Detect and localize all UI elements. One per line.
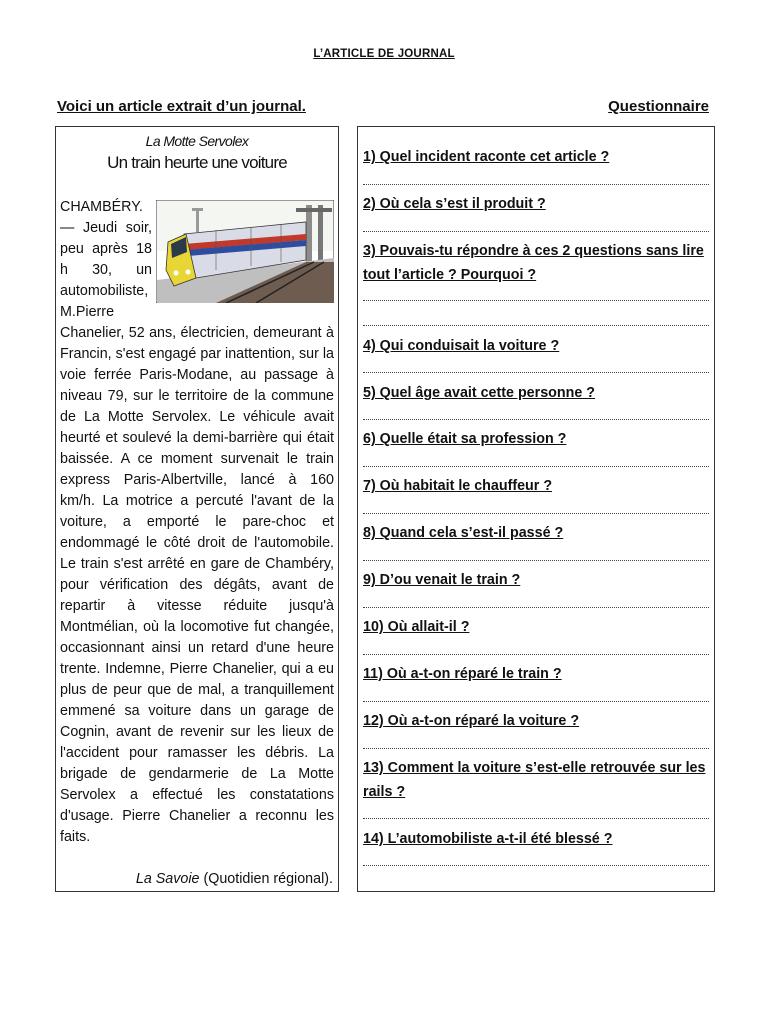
answer-line-13[interactable] [363,817,709,819]
question-14: 14) L’automobiliste a-t-il été blessé ? [363,831,613,847]
questionnaire-heading: Questionnaire [608,98,709,115]
answer-line-8[interactable] [363,559,709,561]
question-12: 12) Où a-t-on réparé la voiture ? [363,713,580,729]
answer-line-7[interactable] [363,512,709,514]
question-6: 6) Quelle était sa profession ? [363,431,567,447]
questionnaire-box [357,126,715,892]
answer-line-3a[interactable] [363,299,709,301]
question-11: 11) Où a-t-on réparé le train ? [363,666,562,682]
answer-line-10[interactable] [363,653,709,655]
answer-line-9[interactable] [363,606,709,608]
answer-line-2[interactable] [363,230,709,232]
answer-line-6[interactable] [363,465,709,467]
train-illustration [156,200,334,303]
question-3: 3) Pouvais-tu répondre à ces 2 questions sans lire tout l’article ? Pourquoi ? [363,243,704,283]
question-5: 5) Quel âge avait cette personne ? [363,385,596,401]
article-body-text: CHAMBÉRY. — Jeudi soir, peu après 18 h 30, un automobiliste, M.Pierre Chanelier, 52 ans, électricien, demeurant à Francin, s'est engagé par inattention, sur la voie ferrée Paris-Modane, au passage à niveau 79, sur le territoire de la commune de La Motte Servolex. Le véhicule avait heurté et soulevé la demi-barrière qui était baissée. A ce moment survenait le train express Paris-Albertville, lancé à 160 km/h. La motrice a percuté l'avant de la voiture, a emporté le pare-choc et endommagé le côté droit de l'automobile. Le train s'est arrêté en gare de Chambéry, pour vérification des dégâts, avant de repartir à vitesse réduite jusqu'à Montmélian, où la locomotive fut changée, occasionnant ainsi un retard d'une heure trente. Indemne, Pierre Chanelier, qui a eu plus de peur que de mal, a tranquillement emmené sa voiture dans un garage de Cognin, avant de revenir sur les lieux de l'accident pour ramasser les débris. La brigade de gendarmerie de La Motte Servolex a effectué les constatations d'usage. Pierre Chanelier a reconnu les faits. [60,199,334,845]
source-name: La Savoie [135,871,200,887]
source-description: (Quotidien régional). [199,871,333,887]
answer-line-14[interactable] [363,864,709,866]
article-headline: Un train heurte une voiture [107,153,287,172]
answer-line-12[interactable] [363,747,709,749]
answer-line-11[interactable] [363,700,709,702]
answer-line-5[interactable] [363,418,709,420]
answer-line-3b[interactable] [363,324,709,326]
answer-line-4[interactable] [363,371,709,373]
article-box [55,126,339,892]
question-7: 7) Où habitait le chauffeur ? [363,478,553,494]
question-2: 2) Où cela s’est il produit ? [363,196,546,212]
question-13: 13) Comment la voiture s’est-elle retrouvée sur les rails ? [363,760,706,800]
question-4: 4) Qui conduisait la voiture ? [363,338,560,354]
answer-line-1[interactable] [363,183,709,185]
intro-heading: Voici un article extrait d’un journal. [57,98,306,115]
article-body [60,197,334,848]
question-8: 8) Quand cela s’est-il passé ? [363,525,564,541]
question-9: 9) D’ou venait le train ? [363,572,521,588]
article-source [136,871,333,887]
article-location: La Motte Servolex [145,133,249,149]
page-title: L’ARTICLE DE JOURNAL [313,48,455,60]
question-1: 1) Quel incident raconte cet article ? [363,149,610,165]
question-10: 10) Où allait-il ? [363,619,470,635]
